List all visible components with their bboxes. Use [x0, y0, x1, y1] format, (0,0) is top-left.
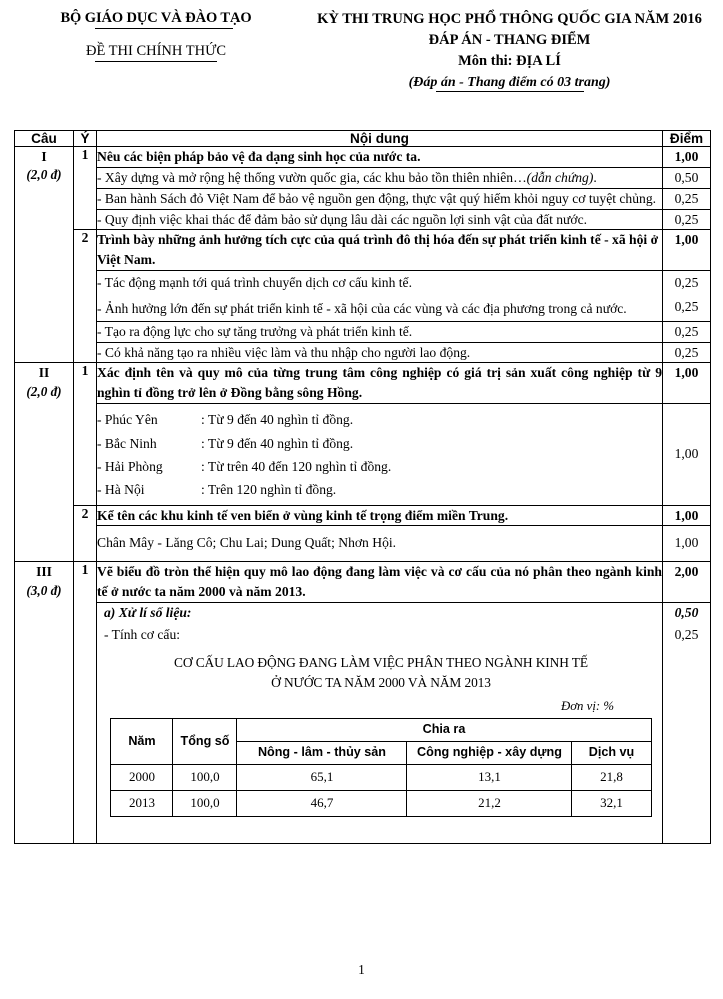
data-table-unit: Đơn vị: %	[560, 698, 614, 713]
page-count-note: (Đáp án - Thang điểm có 03 trang)	[408, 75, 611, 91]
answer-text: - Tạo ra động lực cho sự tăng trưởng và phát triển kinh tế.	[97, 321, 663, 342]
center-value: : Từ 9 đến 40 nghìn tỉ đồng.	[201, 435, 354, 451]
score-value: 1,00	[663, 404, 711, 506]
header-left-block	[8, 6, 304, 92]
center-name: - Hải Phòng	[97, 458, 163, 474]
cell-agriculture: 46,7	[237, 790, 407, 816]
section-number-cell	[15, 363, 74, 562]
question-prompt: Vẽ biểu đồ tròn thể hiện quy mô lao động đang làm việc và cơ cấu của nó phân theo ngành kinh tế ở nước ta năm 2000 và năm 2013.	[97, 562, 663, 603]
center-name: - Phúc Yên	[97, 412, 158, 428]
table-row	[15, 230, 711, 271]
idea-number-cell: 1	[74, 562, 97, 844]
list-item	[97, 432, 662, 455]
work-heading: a) Xử lí số liệu:	[104, 605, 192, 620]
answer-text: - Quy định việc khai thác để đảm bảo sử dụng lâu dài các nguồn lợi sinh vật của đất nước.	[97, 209, 663, 230]
score-stack	[663, 271, 710, 319]
column-header-content: Nội dung	[97, 131, 663, 147]
score-value	[663, 271, 711, 322]
column-header-idea: Ý	[74, 131, 97, 147]
score-value: 2,00	[663, 562, 711, 603]
center-name: - Hà Nội	[97, 482, 145, 498]
center-name: - Bắc Ninh	[97, 435, 157, 451]
table-row	[15, 147, 711, 168]
labor-structure-table	[110, 718, 651, 816]
table-row	[15, 271, 711, 322]
score-value: 0,25	[663, 321, 711, 342]
section-number-cell	[15, 562, 74, 844]
table-row	[15, 526, 711, 562]
list-item	[97, 408, 662, 431]
header-services: Dịch vụ	[572, 742, 651, 765]
score-value: 0,25	[674, 626, 699, 642]
answer-line: - Ảnh hưởng lớn đến sự phát triển kinh tế - xã hội của các vùng và các địa phương trong cả nước.	[97, 300, 627, 316]
table-row	[15, 167, 711, 188]
table-row	[111, 764, 651, 790]
cell-year: 2000	[111, 764, 173, 790]
answer-text: Chân Mây - Lăng Cô; Chu Lai; Dung Quất; Nhơn Hội.	[97, 526, 663, 562]
score-value: 1,00	[663, 526, 711, 562]
score-value: 1,00	[663, 363, 711, 404]
ministry-name: BỘ GIÁO DỤC VÀ ĐÀO TẠO	[60, 10, 252, 26]
table-row	[15, 404, 711, 506]
score-value: 0,50	[663, 167, 711, 188]
column-header-score: Điểm	[663, 131, 711, 147]
ministry-name-wrap	[8, 9, 304, 29]
score-value: 0,25	[674, 298, 699, 314]
bottom-spacer	[104, 817, 658, 843]
score-value: 1,00	[663, 230, 711, 271]
table-row	[15, 603, 711, 844]
official-exam-underline	[95, 61, 217, 62]
score-value: 0,25	[663, 342, 711, 363]
answer-text: - Ban hành Sách đỏ Việt Nam để bảo vệ nguồn gen động, thực vật quý hiếm khỏi nguy cơ tuyệt chủng.	[97, 188, 663, 209]
center-value: : Từ 9 đến 40 nghìn tỉ đồng.	[201, 412, 354, 428]
question-prompt: Trình bày những ảnh hưởng tích cực của quá trình đô thị hóa đến sự phát triển kinh tế - xã hội ở Việt Nam.	[97, 230, 663, 271]
cell-total: 100,0	[173, 764, 237, 790]
question-prompt: Xác định tên và quy mô của từng trung tâm công nghiệp có giá trị sản xuất công nghiệp từ 9 nghìn tỉ đồng trở lên ở Đồng bằng sông Hồng.	[97, 363, 663, 404]
document-type: ĐÁP ÁN - THANG ĐIỂM	[428, 32, 591, 49]
list-item	[97, 455, 662, 478]
table-header-row	[15, 131, 711, 147]
table-row	[111, 790, 651, 816]
header-total: Tổng số	[173, 719, 237, 764]
page-number: 1	[358, 962, 365, 977]
score-value: 0,25	[663, 188, 711, 209]
score-value: 0,25	[663, 209, 711, 230]
center-value: : Trên 120 nghìn tỉ đồng.	[201, 482, 337, 498]
page-count-underline	[436, 91, 584, 92]
page-count-note-wrap	[304, 72, 715, 92]
data-table-header-row	[111, 719, 651, 742]
idea-number-cell: 1	[74, 363, 97, 505]
section-points: (2,0 đ)	[26, 167, 62, 183]
table-row	[15, 505, 711, 526]
section-points: (2,0 đ)	[26, 383, 62, 399]
section-points: (3,0 đ)	[26, 582, 62, 598]
table-row	[15, 562, 711, 603]
answer-line: - Tác động mạnh tới quá trình chuyển dịch cơ cấu kinh tế.	[97, 275, 412, 291]
data-table-title-line1: CƠ CẤU LAO ĐỘNG ĐANG LÀM VIỆC PHÂN THEO NGÀNH KINH TẾ	[174, 654, 588, 670]
column-header-question: Câu	[15, 131, 74, 147]
answer-text	[97, 167, 663, 188]
industry-center-list	[97, 404, 662, 505]
table-row	[15, 188, 711, 209]
cell-industry: 13,1	[407, 764, 572, 790]
cell-total: 100,0	[173, 790, 237, 816]
cell-services: 21,8	[572, 764, 651, 790]
cell-industry: 21,2	[407, 790, 572, 816]
cell-year: 2013	[111, 790, 173, 816]
header-split: Chia ra	[237, 719, 651, 742]
question-prompt: Kể tên các khu kinh tế ven biển ở vùng kinh tế trọng điểm miền Trung.	[97, 505, 663, 526]
answer-emphasis: (dẫn chứng)	[526, 169, 594, 185]
table-row	[15, 363, 711, 404]
score-value: 0,50	[674, 605, 699, 620]
score-value: 1,00	[663, 147, 711, 168]
list-item	[97, 478, 662, 501]
answer-key-table	[14, 130, 711, 844]
cell-services: 32,1	[572, 790, 651, 816]
work-score-cell	[663, 603, 711, 844]
cell-agriculture: 65,1	[237, 764, 407, 790]
section-numeral: I	[41, 149, 47, 164]
section-number-cell	[15, 147, 74, 363]
table-row	[15, 321, 711, 342]
question-prompt: Nêu các biện pháp bảo vệ đa dạng sinh học của nước ta.	[97, 147, 663, 168]
work-subline: - Tính cơ cấu:	[104, 626, 181, 642]
idea-number-cell: 2	[74, 505, 97, 562]
answer-text	[97, 271, 663, 322]
idea-number-cell: 2	[74, 230, 97, 363]
header-right-block	[304, 6, 715, 92]
document-header	[0, 0, 723, 92]
subject-line: Môn thi: ĐỊA LÍ	[458, 53, 561, 70]
idea-number-cell: 1	[74, 147, 97, 230]
exam-title: KỲ THI TRUNG HỌC PHỔ THÔNG QUỐC GIA NĂM 2016	[317, 11, 702, 27]
section-numeral: II	[38, 365, 50, 381]
table-row	[15, 209, 711, 230]
header-industry: Công nghiệp - xây dựng	[407, 742, 572, 765]
table-row	[15, 342, 711, 363]
data-processing-block	[97, 603, 663, 844]
score-value: 0,25	[674, 275, 699, 291]
center-value: : Từ trên 40 đến 120 nghìn tỉ đồng.	[201, 458, 392, 474]
answer-main: - Xây dựng và mở rộng hệ thống vườn quốc gia, các khu bảo tồn thiên nhiên…	[97, 169, 527, 185]
official-exam-wrap	[8, 29, 304, 62]
center-list	[97, 404, 663, 506]
header-year: Năm	[111, 719, 173, 764]
header-agriculture: Nông - lâm - thủy sản	[237, 742, 407, 765]
official-exam-label: ĐỀ THI CHÍNH THỨC	[85, 43, 226, 59]
section-numeral: III	[36, 564, 52, 580]
score-value: 1,00	[663, 505, 711, 526]
answer-tail: .	[593, 169, 597, 185]
answer-text: - Có khả năng tạo ra nhiều việc làm và thu nhập cho người lao động.	[97, 342, 663, 363]
data-table-title-line2: Ở NƯỚC TA NĂM 2000 VÀ NĂM 2013	[271, 674, 491, 690]
ministry-underline	[95, 28, 233, 29]
